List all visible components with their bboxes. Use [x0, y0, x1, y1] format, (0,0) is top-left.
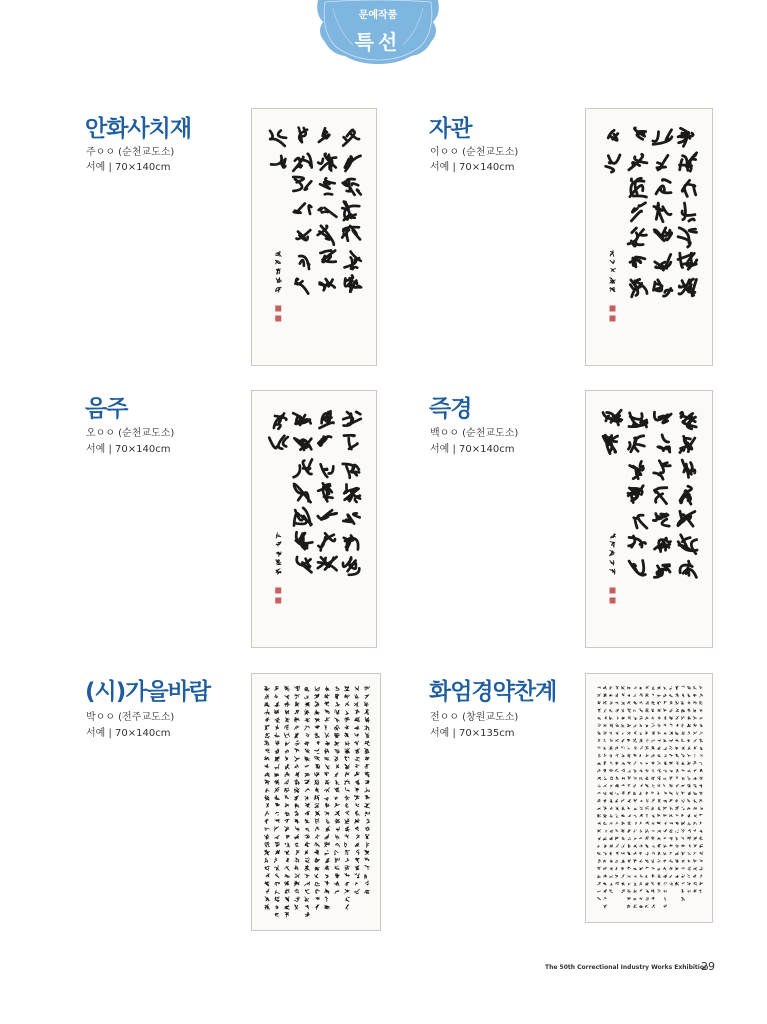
calligraphy-artwork-6	[586, 674, 713, 923]
artwork-image-1	[251, 108, 377, 366]
work-spec-3: 서예 | 70×140cm	[86, 444, 171, 455]
work-title-2: 자관	[429, 116, 472, 142]
calligraphy-artwork-3	[252, 391, 377, 648]
work-title-3: 음주	[85, 396, 128, 422]
work-spec-4: 서예 | 70×140cm	[430, 444, 515, 455]
artwork-image-2	[585, 108, 713, 366]
work-title-5: (시)가을바람	[85, 679, 211, 705]
calligraphy-artwork-1	[252, 109, 377, 366]
work-author-5: 박ㅇㅇ (전주교도소)	[86, 712, 175, 723]
calligraphy-artwork-5	[252, 674, 381, 931]
artwork-image-6	[585, 673, 713, 923]
work-spec-5: 서예 | 70×140cm	[86, 728, 171, 739]
work-spec-2: 서예 | 70×140cm	[430, 162, 515, 173]
work-author-3: 오ㅇㅇ (순천교도소)	[86, 428, 175, 439]
section-badge	[313, 0, 443, 64]
work-spec-1: 서예 | 70×140cm	[86, 162, 171, 173]
badge-title: 특선	[354, 30, 402, 54]
artwork-image-3	[251, 390, 377, 648]
page-number: 29	[701, 960, 715, 973]
work-title-6: 화엄경약찬계	[429, 679, 557, 705]
calligraphy-artwork-2	[586, 109, 713, 366]
work-author-4: 백ㅇㅇ (순천교도소)	[430, 428, 519, 439]
work-author-2: 이ㅇㅇ (순천교도소)	[430, 147, 519, 158]
calligraphy-artwork-4	[586, 391, 713, 648]
badge-subtitle: 문예작품	[358, 10, 398, 21]
work-title-1: 안화사치재	[85, 116, 192, 142]
work-spec-6: 서예 | 70×135cm	[430, 728, 515, 739]
artwork-image-5	[251, 673, 381, 931]
work-author-6: 전ㅇㅇ (창원교도소)	[430, 712, 519, 723]
artwork-image-4	[585, 390, 713, 648]
work-title-4: 즉경	[429, 396, 472, 422]
work-author-1: 주ㅇㅇ (순천교도소)	[86, 147, 175, 158]
footer-exhibition-name: The 50th Correctional Industry Works Exhibition	[545, 964, 709, 971]
